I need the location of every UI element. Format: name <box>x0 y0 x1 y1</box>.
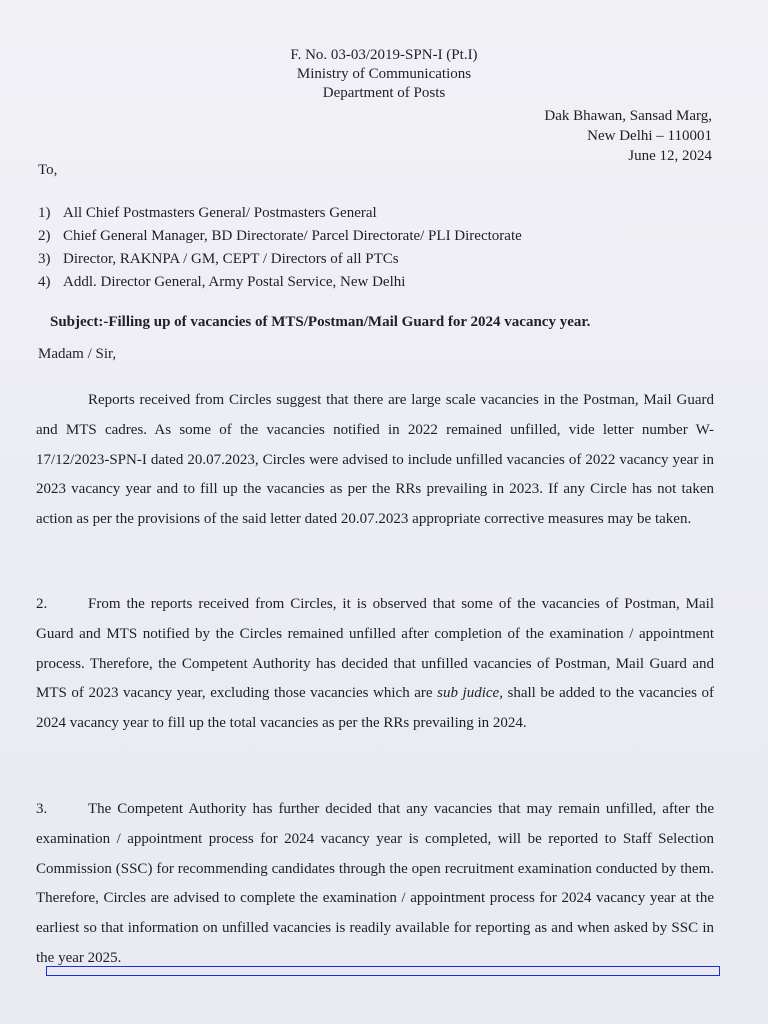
recipient-number: 4) <box>38 274 51 290</box>
paragraph-3 <box>36 795 714 974</box>
ministry-name: Ministry of Communications <box>296 66 472 82</box>
recipient-item <box>38 225 522 248</box>
paragraph-2-text-b: , shall be added to the vacancies of 2024 vacancy year to fill up the total vacancies as per the RRs prevailing in 2024. <box>36 685 714 732</box>
paragraph-number: 2. <box>36 596 48 612</box>
recipient-text: All Chief Postmasters General/ Postmasters General <box>63 205 377 221</box>
sender-address <box>544 106 712 166</box>
letter-date: June 12, 2024 <box>628 148 712 164</box>
recipient-text: Director, RAKNPA / GM, CEPT / Directors of all PTCs <box>63 251 399 267</box>
recipient-number: 2) <box>38 228 51 244</box>
recipient-list <box>38 202 522 294</box>
paragraph-3-text: The Competent Authority has further decided that any vacancies that may remain unfilled, after the examination / appointment process for 2024 vacancy year is completed, will be reported to Staff Selection Commission (SSC) for recommending candidates through the open recruitment examination conducted by them. Therefore, Circles are advised to complete the examination / appointment process for 2024 vacancy year at the earliest so that information on unfilled vacancies is readily available for reporting as and when asked by SSC in the year 2025. <box>36 801 714 966</box>
recipient-number: 1) <box>38 205 51 221</box>
recipient-item <box>38 202 522 225</box>
highlight-box <box>46 966 720 976</box>
salutation: Madam / Sir, <box>38 346 117 362</box>
paragraph-2-italic: sub judice <box>437 685 500 702</box>
address-line-2: New Delhi – 110001 <box>587 128 712 144</box>
recipient-text: Addl. Director General, Army Postal Service, New Delhi <box>63 274 406 290</box>
paragraph-number: 3. <box>36 801 48 817</box>
recipient-number: 3) <box>38 251 51 267</box>
letter-header <box>0 46 768 103</box>
file-number: F. No. 03-03/2019-SPN-I (Pt.I) <box>290 47 478 63</box>
recipient-text: Chief General Manager, BD Directorate/ Parcel Directorate/ PLI Directorate <box>63 228 522 244</box>
recipient-item <box>38 248 522 271</box>
paragraph-1: Reports received from Circles suggest that there are large scale vacancies in the Postman, Mail Guard and MTS cadres. As some of the vacancies notified in 2022 remained unfilled, vide letter number W-17/12/2023-SPN-I dated 20.07.2023, Circles were advised to include unfilled vacancies of 2022 vacancy year in 2023 vacancy year and to fill up the vacancies as per the RRs prevailing in 2023. If any Circle has not taken action as per the provisions of the said letter dated 20.07.2023 appropriate corrective measures may be taken. <box>36 392 714 528</box>
paragraph-2-text-a: From the reports received from Circles, it is observed that some of the vacancies of Postman, Mail Guard and MTS notified by the Circles remained unfilled after completion of the examination / appointment process. Therefore, the Competent Authority has decided that unfilled vacancies of Postman, Mail Guard and MTS of 2023 vacancy year, excluding those vacancies which are <box>36 596 714 702</box>
address-line-1: Dak Bhawan, Sansad Marg, <box>544 108 712 124</box>
recipient-item <box>38 271 522 294</box>
subject-line: Subject:-Filling up of vacancies of MTS/Postman/Mail Guard for 2024 vacancy year. <box>50 314 591 330</box>
paragraph-2 <box>36 590 714 739</box>
to-label: To, <box>38 162 58 178</box>
department-name: Department of Posts <box>322 85 446 101</box>
